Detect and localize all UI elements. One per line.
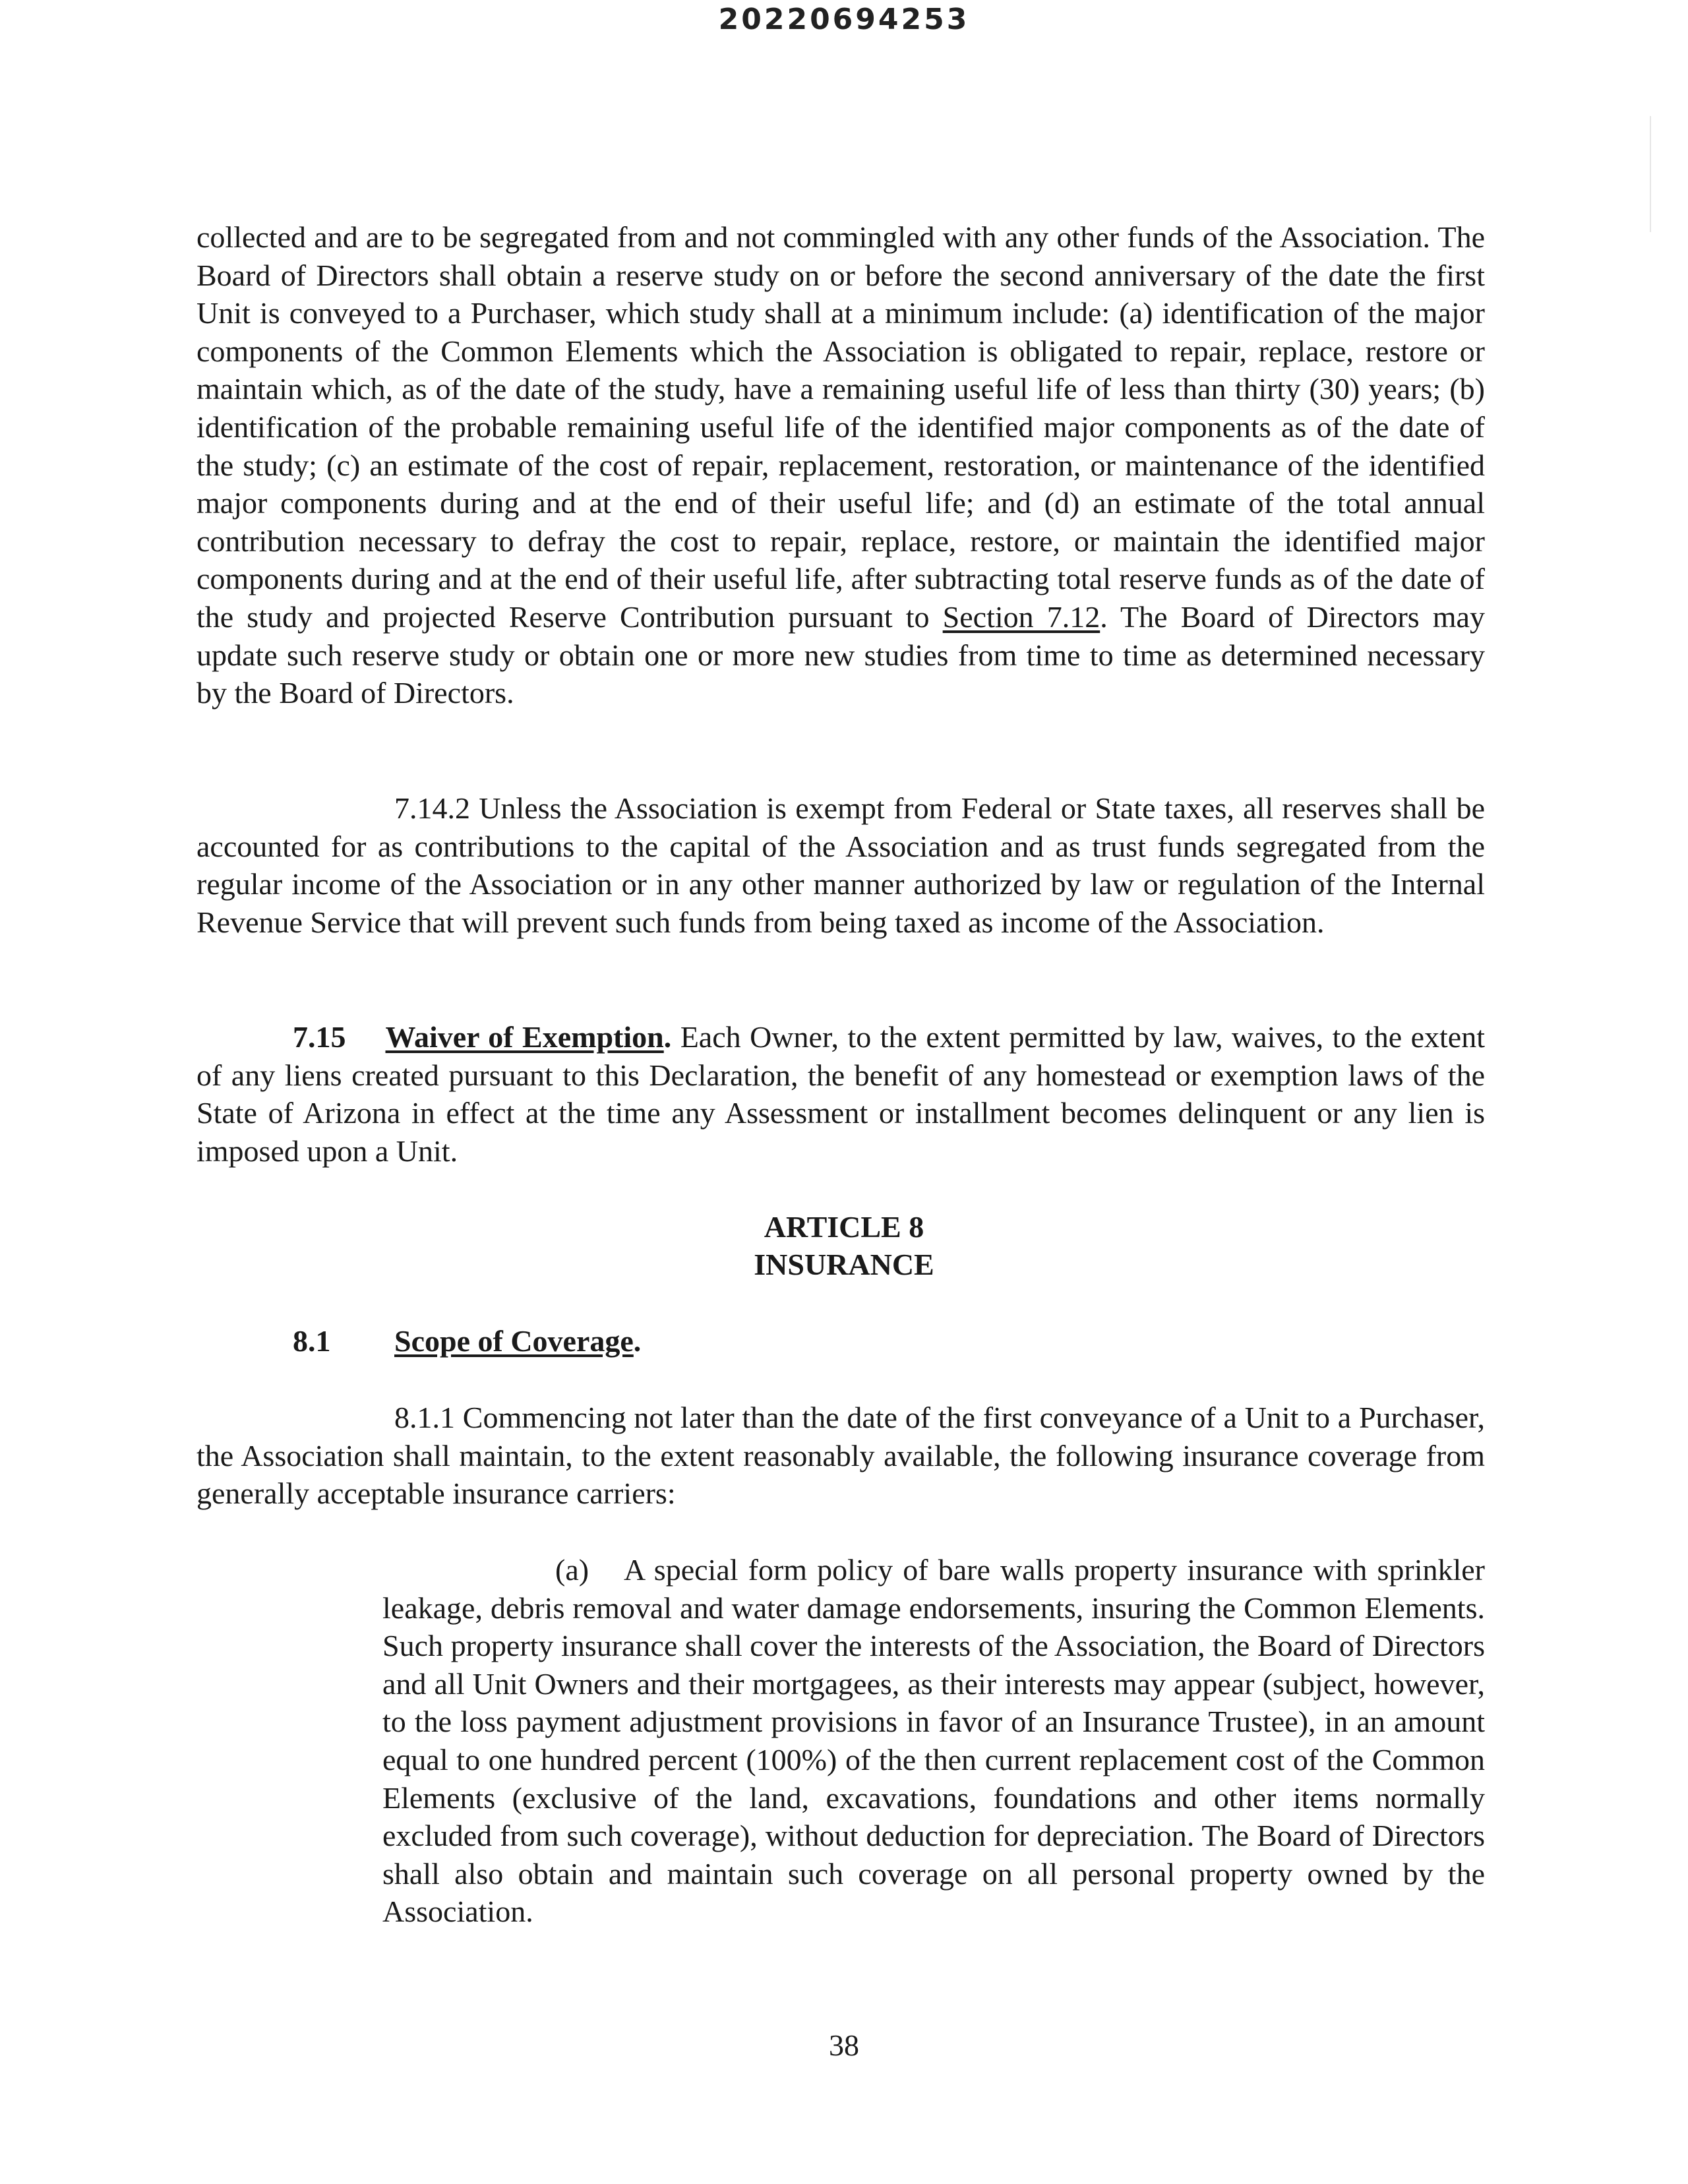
section-7-15-number: 7.15 — [293, 1020, 346, 1054]
scan-edge-mark — [1650, 116, 1651, 232]
article-title: INSURANCE — [754, 1248, 934, 1281]
reserve-study-text: collected and are to be segregated from and not commingled with any other funds of the Association. The Board of Directors shall obtain a reserve study on or before the second anniversary of the date the first Unit is conveyed to a Purchaser, which study shall at a minimum include: (a) identification of the major components of the Common Elements which the Association is obligated to repair, replace, restore or maintain which, as of the date of the study, have a remaining useful life of less than thirty (30) years; (b) identification of the probable remaining useful life of the identified major components as of the date of the study; (c) an estimate of the cost of repair, replacement, restoration, or maintenance of the identified major components during and at the end of their useful life; and (d) an estimate of the total annual contribution necessary to defray the cost to repair, replace, restore, or maintain the identified major components during and at the end of their useful life, after subtracting total reserve funds as of the date of the study and projected Reserve Contribution pursuant to — [196, 220, 1485, 634]
section-7-15-title: Waiver of Exemption — [385, 1020, 664, 1054]
document-number: 20220694253 — [718, 3, 970, 36]
section-8-1-title: Scope of Coverage — [394, 1324, 634, 1358]
section-8-1-number: 8.1 — [293, 1324, 331, 1358]
paragraph-7-14-2: 7.14.2 Unless the Association is exempt from Federal or State taxes, all reserves shall be accounted for as contributions to the capital of the Association and as trust funds segregated from the regular income of the Association or in any other manner authorized by law or regulation of the Internal Revenue Service that will prevent such funds from being taxed as income of the Association. — [196, 791, 1485, 939]
section-reference-link: Section 7.12 — [942, 599, 1100, 634]
paragraph-8-1-1: 8.1.1 Commencing not later than the date of the first conveyance of a Unit to a Purchaser, the Association shall maintain, to the extent reasonably available, the following insurance coverage from generally acceptable insurance carriers: — [196, 1401, 1485, 1511]
article-heading: ARTICLE 8 — [764, 1210, 924, 1244]
section-8-1-period: . — [633, 1324, 642, 1358]
section-7-15 — [196, 1018, 1485, 1170]
reserve-study-paragraph — [196, 218, 1485, 712]
section-7-15-title-period: . — [663, 1020, 672, 1054]
page-number: 38 — [829, 2028, 859, 2062]
section-8-1-heading — [293, 1322, 641, 1360]
section-7-15-text: Each Owner, to the extent permitted by law, waives, to the extent of any liens created pursuant to this Declaration, the benefit of any homestead or exemption laws of the State of Arizona in effect at the time any Assessment or installment becomes delinquent or any lien is imposed upon a Unit. — [196, 1020, 1485, 1168]
paragraph-a — [382, 1551, 1485, 1931]
paragraph-a-label: (a) — [555, 1553, 589, 1587]
reserve-study-text-end: . The Board of Directors may update such reserve study or obtain one or more new studies from time to time as determined necessary by the Board of Directors. — [196, 599, 1485, 710]
paragraph-a-text: A special form policy of bare walls property insurance with sprinkler leakage, debris removal and water damage endorsements, insuring the Common Elements. Such property insurance shall cover the interests of the Association, the Board of Directors and all Unit Owners and their mortgagees, as their interests may appear (subject, however, to the loss payment adjustment provisions in favor of an Insurance Trustee), in an amount equal to one hundred percent (100%) of the then current replacement cost of the Common Elements (exclusive of the land, excavations, foundations and other items normally excluded from such coverage), without deduction for depreciation. The Board of Directors shall also obtain and maintain such coverage on all personal property owned by the Association. — [382, 1553, 1485, 1929]
